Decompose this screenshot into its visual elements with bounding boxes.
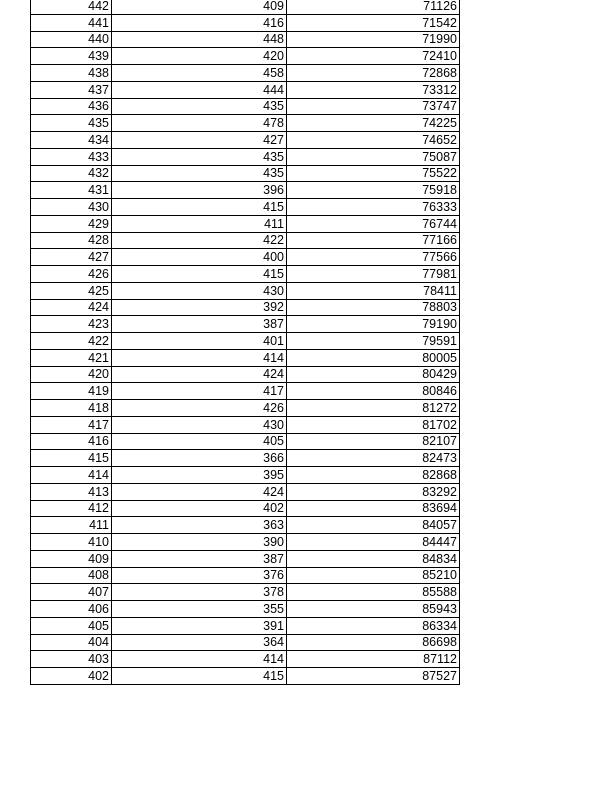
table-cell: 72410 [287,48,460,65]
table-cell: 364 [112,634,287,651]
table-cell: 77566 [287,249,460,266]
table-cell: 401 [112,333,287,350]
table-row [31,132,460,149]
table-cell: 378 [112,584,287,601]
table-cell: 416 [112,14,287,31]
table-cell: 435 [31,115,112,132]
data-table [30,0,460,685]
table-cell: 413 [31,483,112,500]
table-cell: 416 [31,433,112,450]
table-cell: 84447 [287,534,460,551]
table-cell: 425 [31,282,112,299]
table-cell: 395 [112,467,287,484]
table-cell: 427 [112,132,287,149]
table-cell: 79591 [287,333,460,350]
table-row [31,232,460,249]
table-cell: 392 [112,299,287,316]
table-cell: 74225 [287,115,460,132]
table-row [31,199,460,216]
table-row [31,433,460,450]
table-cell: 458 [112,65,287,82]
table-cell: 420 [31,366,112,383]
table-cell: 85210 [287,567,460,584]
table-cell: 355 [112,601,287,618]
table-cell: 376 [112,567,287,584]
table-row [31,517,460,534]
table-cell: 421 [31,349,112,366]
table-row [31,215,460,232]
table-cell: 427 [31,249,112,266]
table-cell: 418 [31,400,112,417]
table-cell: 73747 [287,98,460,115]
table-cell: 405 [31,617,112,634]
table-cell: 82107 [287,433,460,450]
table-cell: 424 [112,366,287,383]
table-cell: 403 [31,651,112,668]
table-cell: 87112 [287,651,460,668]
table-cell: 73312 [287,81,460,98]
table-cell: 430 [112,282,287,299]
table-cell: 85588 [287,584,460,601]
table-cell: 396 [112,182,287,199]
table-cell: 426 [112,400,287,417]
table-row [31,400,460,417]
table-row [31,48,460,65]
table-cell: 414 [112,651,287,668]
table-cell: 387 [112,550,287,567]
table-row [31,316,460,333]
table-cell: 435 [112,98,287,115]
table-cell: 415 [112,199,287,216]
table-cell: 87527 [287,668,460,685]
table-cell: 79190 [287,316,460,333]
table-cell: 84057 [287,517,460,534]
table-cell: 86698 [287,634,460,651]
table-cell: 428 [31,232,112,249]
table-row [31,617,460,634]
table-cell: 422 [31,333,112,350]
table-cell: 80005 [287,349,460,366]
table-cell: 363 [112,517,287,534]
table-cell: 414 [112,349,287,366]
table-cell: 439 [31,48,112,65]
table-cell: 435 [112,165,287,182]
table-cell: 80429 [287,366,460,383]
table-cell: 86334 [287,617,460,634]
table-row [31,534,460,551]
table-row [31,668,460,685]
table-cell: 423 [31,316,112,333]
table-row [31,483,460,500]
table-cell: 77981 [287,266,460,283]
table-row [31,416,460,433]
table-cell: 390 [112,534,287,551]
table-row [31,299,460,316]
table-cell: 391 [112,617,287,634]
table-cell: 402 [31,668,112,685]
table-cell: 419 [31,383,112,400]
table-cell: 422 [112,232,287,249]
table-row [31,349,460,366]
table-cell: 448 [112,31,287,48]
table-cell: 81702 [287,416,460,433]
table-row [31,366,460,383]
table-cell: 400 [112,249,287,266]
table-cell: 85943 [287,601,460,618]
table-row [31,65,460,82]
table-row [31,467,460,484]
table-row [31,249,460,266]
table-cell: 438 [31,65,112,82]
table-cell: 72868 [287,65,460,82]
table-cell: 431 [31,182,112,199]
table-cell: 71990 [287,31,460,48]
table-row [31,584,460,601]
table-cell: 437 [31,81,112,98]
table-cell: 387 [112,316,287,333]
table-cell: 76333 [287,199,460,216]
table-cell: 80846 [287,383,460,400]
table-cell: 407 [31,584,112,601]
table-row [31,148,460,165]
table-cell: 442 [31,0,112,14]
table-cell: 424 [31,299,112,316]
table-cell: 76744 [287,215,460,232]
table-row [31,651,460,668]
table-cell: 435 [112,148,287,165]
table-cell: 434 [31,132,112,149]
table-cell: 366 [112,450,287,467]
table-cell: 411 [31,517,112,534]
table-cell: 478 [112,115,287,132]
table-row [31,550,460,567]
table-row [31,0,460,14]
table-cell: 430 [31,199,112,216]
table-cell: 71126 [287,0,460,14]
table-row [31,450,460,467]
table-row [31,81,460,98]
table-cell: 415 [112,668,287,685]
table-cell: 436 [31,98,112,115]
table-cell: 409 [31,550,112,567]
table-row [31,500,460,517]
table-row [31,14,460,31]
table-cell: 415 [112,266,287,283]
table-row [31,601,460,618]
table-cell: 408 [31,567,112,584]
table-cell: 84834 [287,550,460,567]
table-row [31,383,460,400]
table-cell: 71542 [287,14,460,31]
table-cell: 420 [112,48,287,65]
table-cell: 404 [31,634,112,651]
table-cell: 409 [112,0,287,14]
table-cell: 410 [31,534,112,551]
table-cell: 415 [31,450,112,467]
table-cell: 405 [112,433,287,450]
table-cell: 433 [31,148,112,165]
table-cell: 78803 [287,299,460,316]
table-cell: 77166 [287,232,460,249]
table-row [31,182,460,199]
table-cell: 417 [31,416,112,433]
table-cell: 429 [31,215,112,232]
table-row [31,634,460,651]
table-cell: 82868 [287,467,460,484]
table-row [31,31,460,48]
table-cell: 83292 [287,483,460,500]
table-row [31,98,460,115]
table-cell: 441 [31,14,112,31]
table-cell: 432 [31,165,112,182]
table-cell: 426 [31,266,112,283]
table-row [31,333,460,350]
table-cell: 440 [31,31,112,48]
table-row [31,567,460,584]
table-cell: 424 [112,483,287,500]
table-cell: 402 [112,500,287,517]
table-row [31,282,460,299]
table-cell: 74652 [287,132,460,149]
table-cell: 82473 [287,450,460,467]
table-body [31,0,460,684]
table-cell: 78411 [287,282,460,299]
table-cell: 430 [112,416,287,433]
table-row [31,266,460,283]
table-cell: 406 [31,601,112,618]
table-cell: 414 [31,467,112,484]
table-cell: 75522 [287,165,460,182]
table-row [31,165,460,182]
table-cell: 444 [112,81,287,98]
table-row [31,115,460,132]
table-cell: 75918 [287,182,460,199]
table-cell: 83694 [287,500,460,517]
table-cell: 417 [112,383,287,400]
table-cell: 412 [31,500,112,517]
table-cell: 81272 [287,400,460,417]
table-cell: 411 [112,215,287,232]
table-cell: 75087 [287,148,460,165]
